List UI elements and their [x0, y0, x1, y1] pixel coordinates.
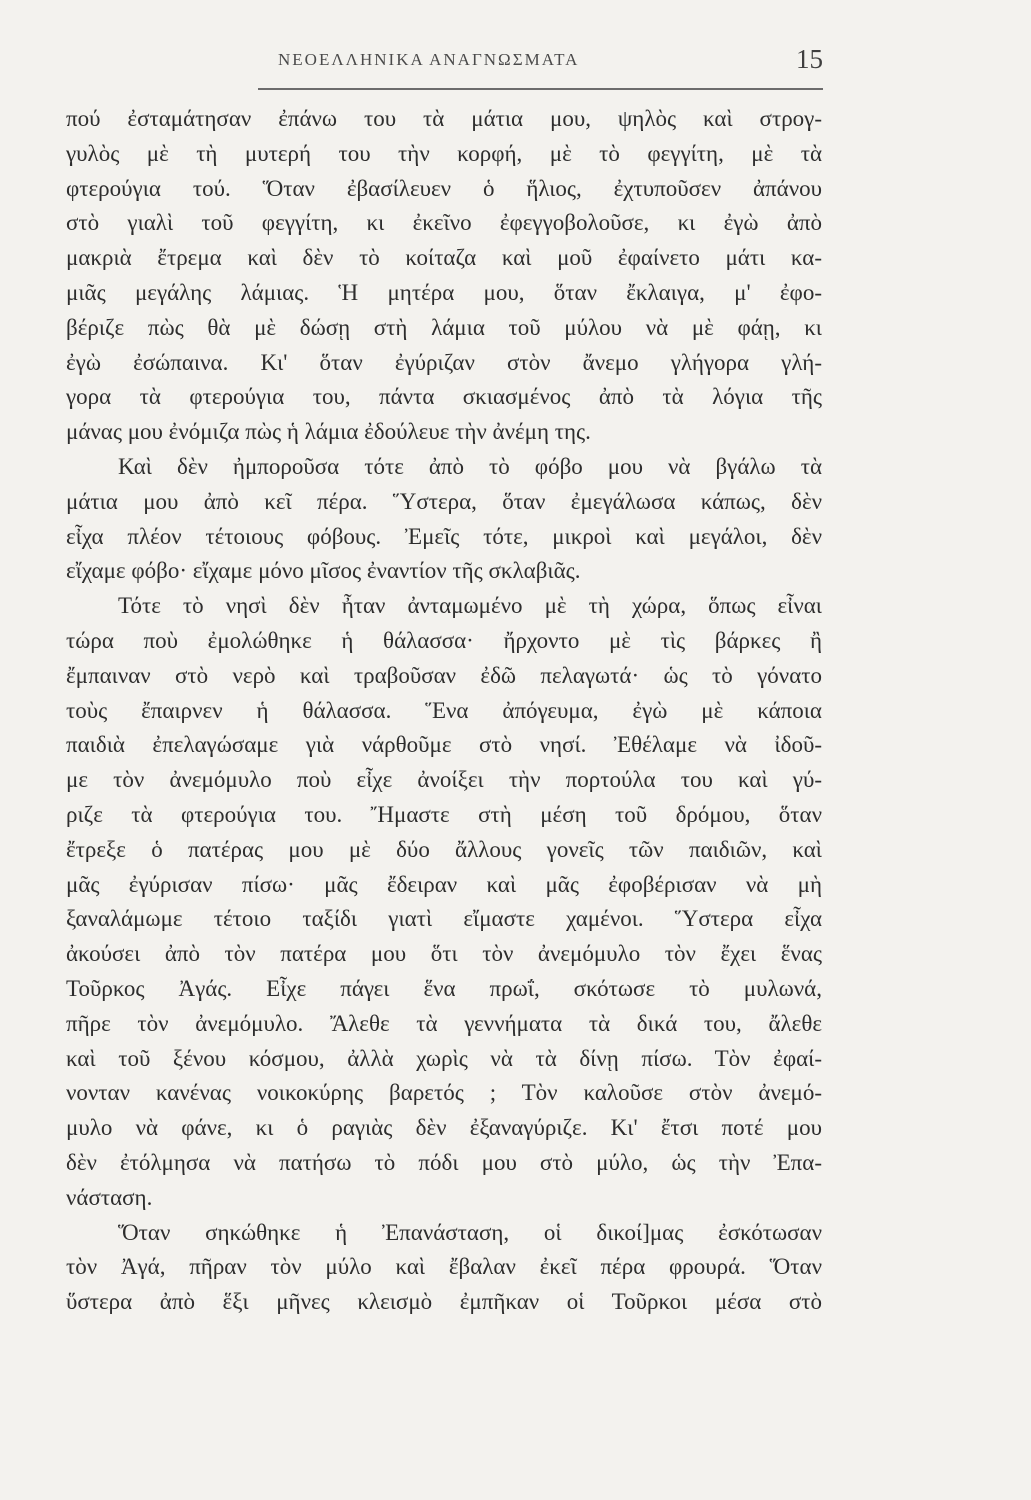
text-line: τὸν Ἀγά, πῆραν τὸν μύλο καὶ ἔβαλαν ἐκεῖ πέρα φρουρά. Ὅταν: [66, 1254, 822, 1280]
text-line: νονταν κανένας νοικοκύρης βαρετός ; Τὸν καλοῦσε στὸν ἀνεμό-: [66, 1080, 822, 1106]
text-line: μιᾶς μεγάλης λάμιας. Ἡ μητέρα μου, ὅταν ἔκλαιγα, μ' ἐφο-: [66, 279, 822, 305]
text-line: φτερούγια τού. Ὅταν ἐβασίλευεν ὁ ἥλιος, ἐχτυποῦσεν ἀπάνου: [66, 175, 822, 201]
text-line: καὶ τοῦ ξένου κόσμου, ἀλλὰ χωρὶς νὰ τὰ δίνῃ πίσω. Τὸν ἐφαί-: [66, 1045, 822, 1071]
text-line: μακριὰ ἔτρεμα καὶ δὲν τὸ κοίταζα καὶ μοῦ ἐφαίνετο μάτι κα-: [66, 245, 822, 271]
text-line: ριζε τὰ φτερούγια του. Ἤμαστε στὴ μέση τοῦ δρόμου, ὅταν: [66, 801, 822, 827]
text-line: γυλὸς μὲ τὴ μυτερή του τὴν κορφή, μὲ τὸ φεγγίτη, μὲ τὰ: [66, 140, 822, 166]
text-line: μᾶς ἐγύρισαν πίσω· μᾶς ἔδειραν καὶ μᾶς ἐφοβέρισαν νὰ μὴ: [66, 871, 822, 897]
page-number: 15: [796, 44, 823, 74]
text-line: ὕστερα ἀπὸ ἕξι μῆνες κλεισμὸ ἐμπῆκαν οἱ Τοῦρκοι μέσα στὸ: [66, 1289, 822, 1315]
text-line: τοὺς ἔπαιρνεν ἡ θάλασσα. Ἕνα ἀπόγευμα, ἐγὼ μὲ κάποια: [66, 697, 822, 723]
text-line: ἔτρεξε ὁ πατέρας μου μὲ δύο ἄλλους γονεῖς τῶν παιδιῶν, καὶ: [66, 836, 822, 862]
text-line: Τότε τὸ νησὶ δὲν ἦταν ἀνταμωμένο μὲ τὴ χώρα, ὅπως εἶναι: [118, 593, 822, 619]
text-line: ξαναλάμωμε τέτοιο ταξίδι γιατὶ εἴμαστε χαμένοι. Ὕστερα εἶχα: [66, 906, 822, 932]
text-line: πού ἐσταμάτησαν ἐπάνω του τὰ μάτια μου, ψηλὸς καὶ στρογ-: [66, 106, 822, 131]
text-line: τώρα ποὺ ἐμολώθηκε ἡ θάλασσα· ἤρχοντο μὲ τὶς βάρκες ἢ: [66, 627, 822, 653]
text-line: μυλο νὰ φάνε, κι ὁ ραγιὰς δὲν ἐξαναγύριζε. Κι' ἔτσι ποτέ μου: [66, 1115, 822, 1141]
text-line: εἴχαμε φόβο· εἴχαμε μόνο μῖσος ἐναντίον τῆς σκλαβιᾶς.: [66, 558, 581, 584]
text-line: μάτια μου ἀπὸ κεῖ πέρα. Ὕστερα, ὅταν ἐμεγάλωσα κάπως, δὲν: [66, 488, 822, 514]
text-line: εἶχα πλέον τέτοιους φόβους. Ἐμεῖς τότε, μικροὶ καὶ μεγάλοι, δὲν: [66, 523, 822, 549]
text-line: πῆρε τὸν ἀνεμόμυλο. Ἄλεθε τὰ γεννήματα τὰ δικά του, ἄλεθε: [66, 1010, 822, 1036]
running-title: ΝΕΟΕΛΛΗΝΙΚΑ ΑΝΑΓΝΩΣΜΑΤΑ: [278, 50, 580, 69]
running-header: [258, 44, 823, 90]
text-line: βέριζε πὼς θὰ μὲ δώσῃ στὴ λάμια τοῦ μύλου νὰ μὲ φάῃ, κι: [66, 314, 822, 340]
text-line: ἀκούσει ἀπὸ τὸν πατέρα μου ὅτι τὸν ἀνεμόμυλο τὸν ἔχει ἕνας: [66, 941, 822, 967]
text-line: παιδιὰ ἐπελαγώσαμε γιὰ νάρθοῦμε στὸ νησί. Ἐθέλαμε νὰ ἰδοῦ-: [66, 732, 822, 758]
text-line: νάσταση.: [66, 1184, 153, 1210]
text-line: Καὶ δὲν ἠμποροῦσα τότε ἀπὸ τὸ φόβο μου νὰ βγάλω τὰ: [118, 453, 822, 479]
body-text: [66, 102, 822, 1320]
text-line: στὸ γιαλὶ τοῦ φεγγίτη, κι ἐκεῖνο ἐφεγγοβολοῦσε, κι ἐγὼ ἀπὸ: [66, 210, 822, 236]
text-line: γορα τὰ φτερούγια του, πάντα σκιασμένος ἀπὸ τὰ λόγια τῆς: [66, 384, 822, 410]
text-line: δὲν ἐτόλμησα νὰ πατήσω τὸ πόδι μου στὸ μύλο, ὡς τὴν Ἐπα-: [66, 1149, 822, 1175]
text-line: μάνας μου ἐνόμιζα πὼς ἡ λάμια ἐδούλευε τὴν ἀνέμη της.: [66, 419, 591, 445]
text-line: με τὸν ἀνεμόμυλο ποὺ εἶχε ἀνοίξει τὴν πορτούλα του καὶ γύ-: [66, 767, 822, 793]
text-line: Ὅταν σηκώθηκε ἡ Ἐπανάσταση, οἱ δικοί]μας ἐσκότωσαν: [118, 1219, 822, 1245]
text-line: Τοῦρκος Ἀγάς. Εἶχε πάγει ἕνα πρωΐ, σκότωσε τὸ μυλωνά,: [66, 975, 822, 1001]
text-line: ἐγὼ ἐσώπαινα. Κι' ὅταν ἐγύριζαν στὸν ἄνεμο γλήγορα γλή-: [66, 349, 822, 375]
text-line: ἔμπαιναν στὸ νερὸ καὶ τραβοῦσαν ἐδῶ πελαγωτά· ὡς τὸ γόνατο: [66, 662, 822, 688]
